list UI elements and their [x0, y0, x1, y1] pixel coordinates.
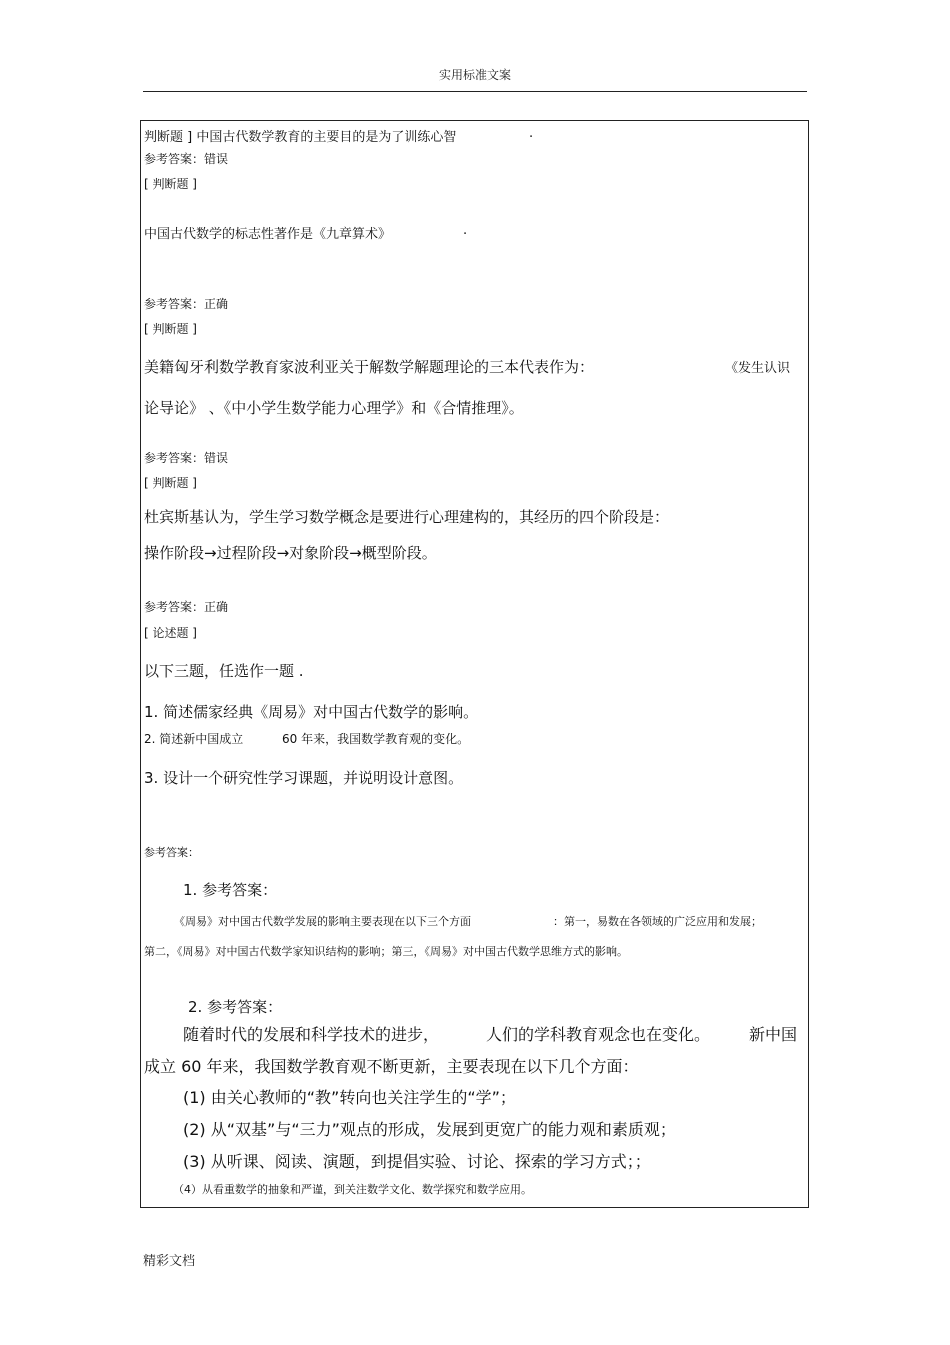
essay-type: [ 论述题 ]	[144, 626, 197, 640]
essay-item-2-b: 60 年来，我国数学教育观的变化。	[282, 732, 470, 746]
q3-answer: 参考答案：错误	[144, 451, 229, 465]
q1-question: 判断题 ] 中国古代数学教育的主要目的是为了训练心智	[144, 130, 457, 145]
q2-type: [ 判断题 ]	[144, 177, 197, 191]
q3-line2: 论导论》 、《中小学生数学能力心理学》和《合情推理》。	[144, 399, 524, 417]
answer-1-line1-b: ：第一，易数在各领域的广泛应用和发展；	[553, 915, 762, 928]
essay-item-1: 1. 简述儒家经典《周易》对中国古代数学的影响。	[144, 703, 479, 721]
q3-line1-right: 《发生认识	[725, 361, 791, 376]
essay-intro: 以下三题，任选作一题 .	[144, 662, 304, 680]
content-box	[140, 120, 809, 1208]
q3-type: [ 判断题 ]	[144, 322, 197, 336]
q4-line1: 杜宾斯基认为，学生学习数学概念是要进行心理建构的，其经历的四个阶段是：	[144, 508, 670, 526]
q4-answer: 参考答案：正确	[144, 600, 229, 614]
q1-answer: 参考答案：错误	[144, 152, 229, 166]
essay-answer-label: 参考答案：	[144, 846, 199, 859]
answer-2-point-1: (1) 由关心教师的“教”转向也关注学生的“学”；	[183, 1088, 516, 1107]
answer-1-line1-a: 《周易》对中国古代数学发展的影响主要表现在以下三个方面	[174, 915, 471, 928]
answer-2-point-3: (3) 从听课、阅读、演题，到提倡实验、讨论、探索的学习方式；；	[183, 1152, 651, 1171]
page-footer: 精彩文档	[143, 1254, 196, 1269]
page-header: 实用标准文案	[438, 68, 511, 82]
answer-1-title: 1. 参考答案：	[183, 881, 278, 899]
essay-item-3: 3. 设计一个研究性学习课题，并说明设计意图。	[144, 769, 464, 787]
q4-type: [ 判断题 ]	[144, 476, 197, 490]
answer-1-line2: 第二，《周易》对中国古代数学家知识结构的影响；第三，《周易》对中国古代数学思维方式的影响。	[144, 945, 628, 958]
answer-2-line1-b: 人们的学科教育观念也在变化。	[486, 1025, 711, 1044]
answer-2-title: 2. 参考答案：	[188, 998, 283, 1016]
answer-2-line1-a: 随着时代的发展和科学技术的进步，	[183, 1025, 440, 1044]
essay-item-2-a: 2. 简述新中国成立	[144, 732, 244, 746]
answer-2-point-4: （4）从看重数学的抽象和严谨，到关注数学文化、数学探究和数学应用。	[173, 1183, 532, 1196]
header-divider	[143, 91, 807, 92]
q4-line2: 操作阶段→过程阶段→对象阶段→概型阶段。	[144, 544, 437, 562]
answer-2-point-2: (2) 从“双基”与“三力”观点的形成，发展到更宽广的能力观和素质观；	[183, 1120, 676, 1139]
q2-answer: 参考答案：正确	[144, 297, 229, 311]
q2-question: 中国古代数学的标志性著作是《九章算术》	[144, 227, 392, 242]
answer-2-line1-c: 新中国	[749, 1025, 798, 1044]
q1-dot: .	[529, 126, 534, 141]
q3-line1: 美籍匈牙利数学教育家波利亚关于解数学解题理论的三本代表作为：	[144, 358, 595, 376]
q2-dot: .	[463, 223, 468, 238]
answer-2-line2: 成立 60 年来，我国数学教育观不断更新，主要表现在以下几个方面：	[144, 1057, 639, 1076]
